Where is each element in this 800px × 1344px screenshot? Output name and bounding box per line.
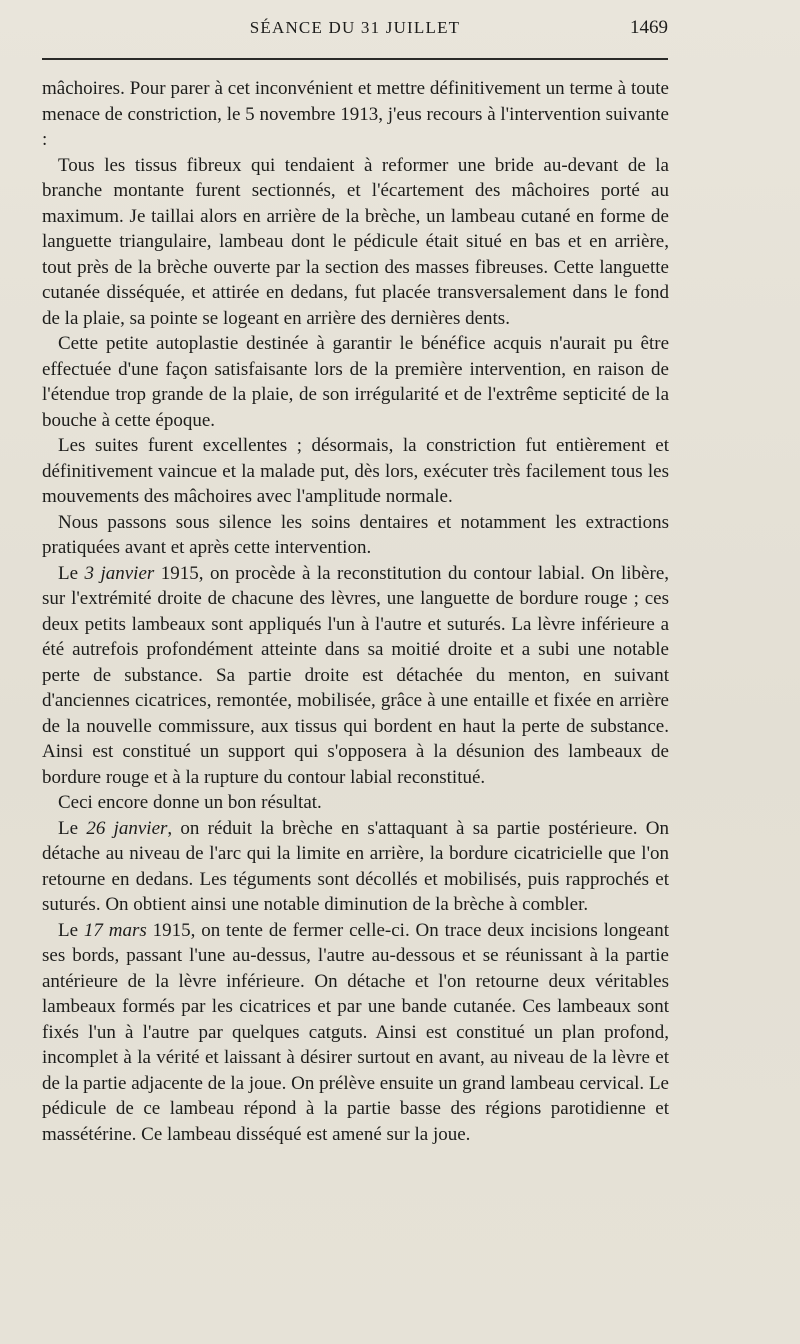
header-rule bbox=[42, 58, 668, 60]
date: 17 mars bbox=[83, 919, 147, 941]
paragraph: Cette petite autoplastie destinée à garantir le bénéfice acquis n'aurait pu être effectuée d'une façon satisfaisante lors de la première intervention, en raison de l'étendue trop grande de la plaie, de son irrégularité et de l'extrême septicité de la bouche à cette époque. bbox=[42, 333, 669, 431]
date: 3 janvier bbox=[84, 562, 155, 584]
paragraph-text: 1915, on tente de fermer celle-ci. On trace deux incisions longeant ses bords, passant l'une au-dessus, l'autre au-dessous et se réunissant à la partie antérieure de la lèvre inférieure. On détache et l'on retourne deux véritables lambeaux formés par les cicatrices et par une bande cutanée. Ces lambeaux sont fixés l'un à l'autre par quelques catguts. Ainsi est constitué un plan profond, incomplet à la vérité et laissant à désirer surtout en avant, au niveau de la lèvre et de la partie adjacente de la joue. On prélève ensuite un grand lambeau cervical. Le pédicule de ce lambeau répond à la partie basse des régions parotidienne et massétérine. Ce lambeau disséqué est amené sur la joue. bbox=[42, 919, 669, 1145]
page-number: 1469 bbox=[630, 17, 668, 38]
paragraph bbox=[42, 918, 669, 1148]
paragraph: Nous passons sous silence les soins dentaires et notamment les extractions pratiquées avant et après cette intervention. bbox=[42, 511, 669, 558]
paragraph-text: 1915, on procède à la reconstitution du contour labial. On libère, sur l'extrémité droite de chacune des lèvres, une languette de bordure rouge ; ces deux petits lambeaux sont appliqués l'un à l'autre et suturés. La lèvre inférieure a été autrefois profondément atteinte dans sa moitié droite et a subi une notable perte de substance. Sa partie droite est détachée du menton, en suivant d'anciennes cicatrices, remontée, mobilisée, grâce à une entaille et fixée en arrière de la nouvelle commissure, aux tissus qui bordent en haut la perte de substance. Ainsi est constitué un support qui s'opposera à la désunion des lambeaux de bordure rouge et à la rupture du contour labial reconstitué. bbox=[42, 562, 669, 788]
paragraph: Les suites furent excellentes ; désormais, la constriction fut entièrement et définitivement vaincue et la malade put, dès lors, exécuter très facilement tous les mouvements des mâchoires avec l'amplitude normale. bbox=[42, 435, 669, 507]
page-header bbox=[40, 16, 670, 42]
paragraph-lead: Le bbox=[58, 562, 85, 584]
date: 26 janvier bbox=[86, 817, 168, 839]
paragraph: Ceci encore donne un bon résultat. bbox=[58, 792, 322, 813]
paragraph-lead: Le bbox=[58, 919, 84, 941]
paragraph: Tous les tissus fibreux qui tendaient à reformer une bride au-devant de la branche montante furent sectionnés, et l'écartement des mâchoires porté au maximum. Je taillai alors en arrière de la brèche, un lambeau cutané en forme de languette triangulaire, lambeau dont le pédicule était situé en bas et en arrière, tout près de la brèche ouverte par la section des masses fibreuses. Cette languette cutanée disséquée, et attirée en dedans, fut placée transversalement dans le fond de la plaie, sa pointe se logeant en arrière des dernières dents. bbox=[42, 154, 669, 329]
paragraph: mâchoires. Pour parer à cet inconvénient et mettre définitivement un terme à toute menace de constriction, le 5 novembre 1913, j'eus recours à l'intervention suivante : bbox=[42, 78, 669, 150]
running-title: SÉANCE DU 31 JUILLET bbox=[249, 18, 461, 37]
paragraph-lead: Le bbox=[58, 817, 87, 839]
paragraph bbox=[42, 561, 669, 791]
paragraph-text: , on réduit la brèche en s'attaquant à sa partie postérieure. On détache au niveau de l'arc qui la limite en arrière, la bordure cicatricielle que l'on retourne en dedans. Les téguments sont décollés et mobilisés, puis rapprochés et suturés. On obtient ainsi une notable diminution de la brèche à combler. bbox=[42, 817, 669, 915]
paragraph bbox=[42, 816, 669, 918]
body-text bbox=[42, 76, 669, 1147]
